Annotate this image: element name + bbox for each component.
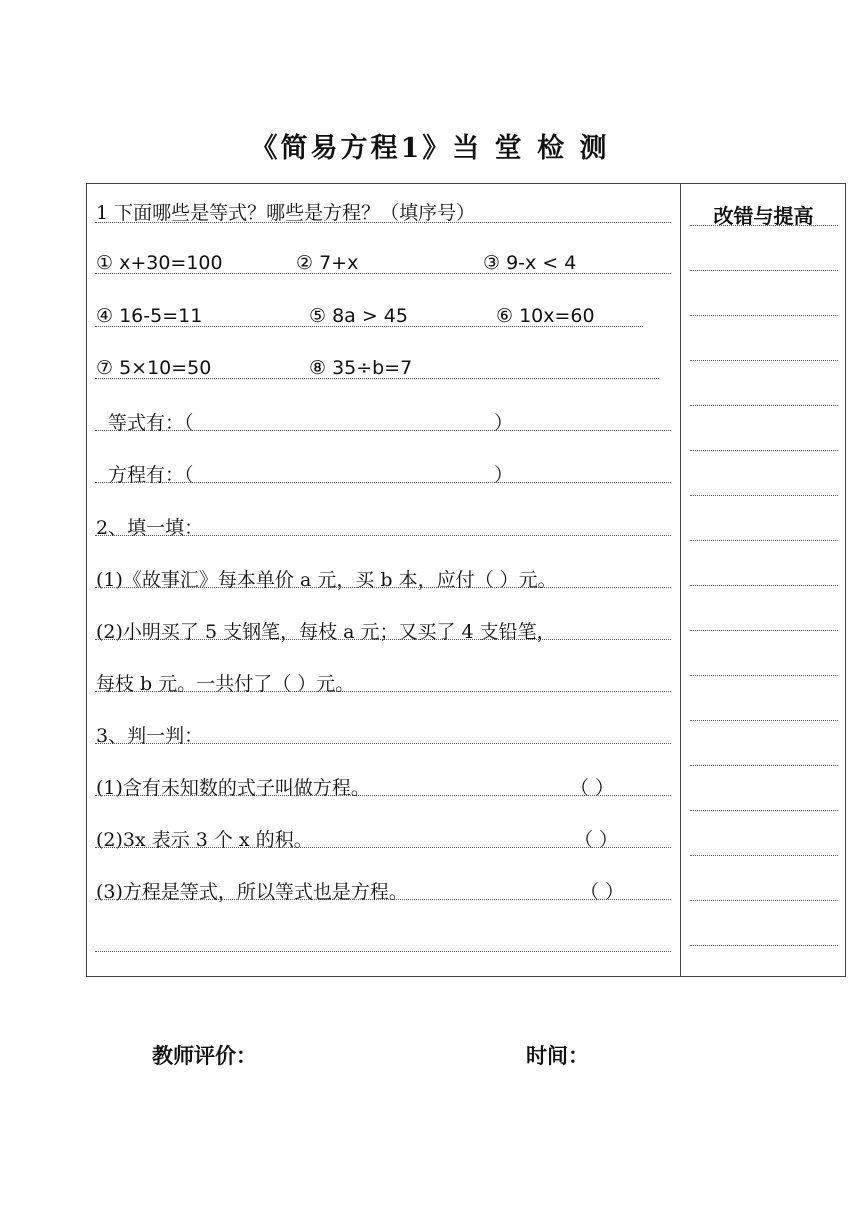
side-dotted-line (690, 900, 838, 901)
side-dotted-line (690, 630, 838, 631)
teacher-evaluation-label: 教师评价： (152, 1043, 257, 1068)
side-dotted-line (690, 675, 838, 676)
equations-label: 等式有：（ (108, 412, 194, 434)
side-dotted-line (690, 720, 838, 721)
side-dotted-line (690, 855, 838, 856)
q1-item: ⑤ 8a > 45 (309, 305, 408, 327)
fangcheng-close: ） (494, 464, 514, 486)
q1-item: ② 7+x (296, 252, 359, 274)
q2-line: (1)《故事汇》每本单价 a 元，买 b 本，应付（ ）元。 (96, 569, 557, 591)
q3-statement: (2)3x 表示 3 个 x 的积。 (96, 829, 313, 851)
q1-heading: 1 下面哪些是等式？哪些是方程？（填序号） (96, 202, 476, 224)
dotted-line (95, 951, 671, 952)
q3-answer-bracket: （ ） (570, 777, 615, 799)
side-dotted-line (690, 450, 838, 451)
side-dotted-line (690, 765, 838, 766)
q2-line: 每枝 b 元。一共付了（ ）元。 (96, 673, 355, 695)
q1-item: ① x+30=100 (96, 252, 223, 274)
q1-item: ⑧ 35÷b=7 (309, 357, 413, 379)
side-dotted-line (690, 360, 838, 361)
q3-answer-bracket: （ ） (580, 881, 625, 903)
q2-line: (2)小明买了 5 支钢笔，每枝 a 元；又买了 4 支铅笔， (96, 621, 556, 643)
q3-answer-bracket: （ ） (574, 829, 619, 851)
side-dotted-line (690, 810, 838, 811)
side-dotted-line (690, 405, 838, 406)
q1-item: ③ 9-x < 4 (483, 252, 577, 274)
side-dotted-line (690, 540, 838, 541)
side-dotted-line (690, 270, 838, 271)
side-dotted-line (690, 945, 838, 946)
q3-statement: (1)含有未知数的式子叫做方程。 (96, 777, 370, 799)
q3-statement: (3)方程是等式，所以等式也是方程。 (96, 881, 408, 903)
column-divider (680, 183, 681, 977)
side-column-title: 改错与提高 (713, 204, 814, 228)
side-dotted-line (690, 495, 838, 496)
equations-close: ） (494, 412, 514, 434)
q2-heading: 2、填一填： (96, 517, 204, 539)
time-label: 时间： (526, 1043, 589, 1068)
page-title: 《简易方程1》当 堂 检 测 (250, 133, 610, 164)
q1-item: ④ 16-5=11 (96, 305, 203, 327)
side-dotted-line (690, 315, 838, 316)
q3-heading: 3、判一判： (96, 725, 204, 747)
q1-item: ⑥ 10x=60 (496, 305, 595, 327)
fangcheng-label: 方程有：（ (108, 464, 194, 486)
side-dotted-line (690, 585, 838, 586)
q1-item: ⑦ 5×10=50 (96, 357, 212, 379)
